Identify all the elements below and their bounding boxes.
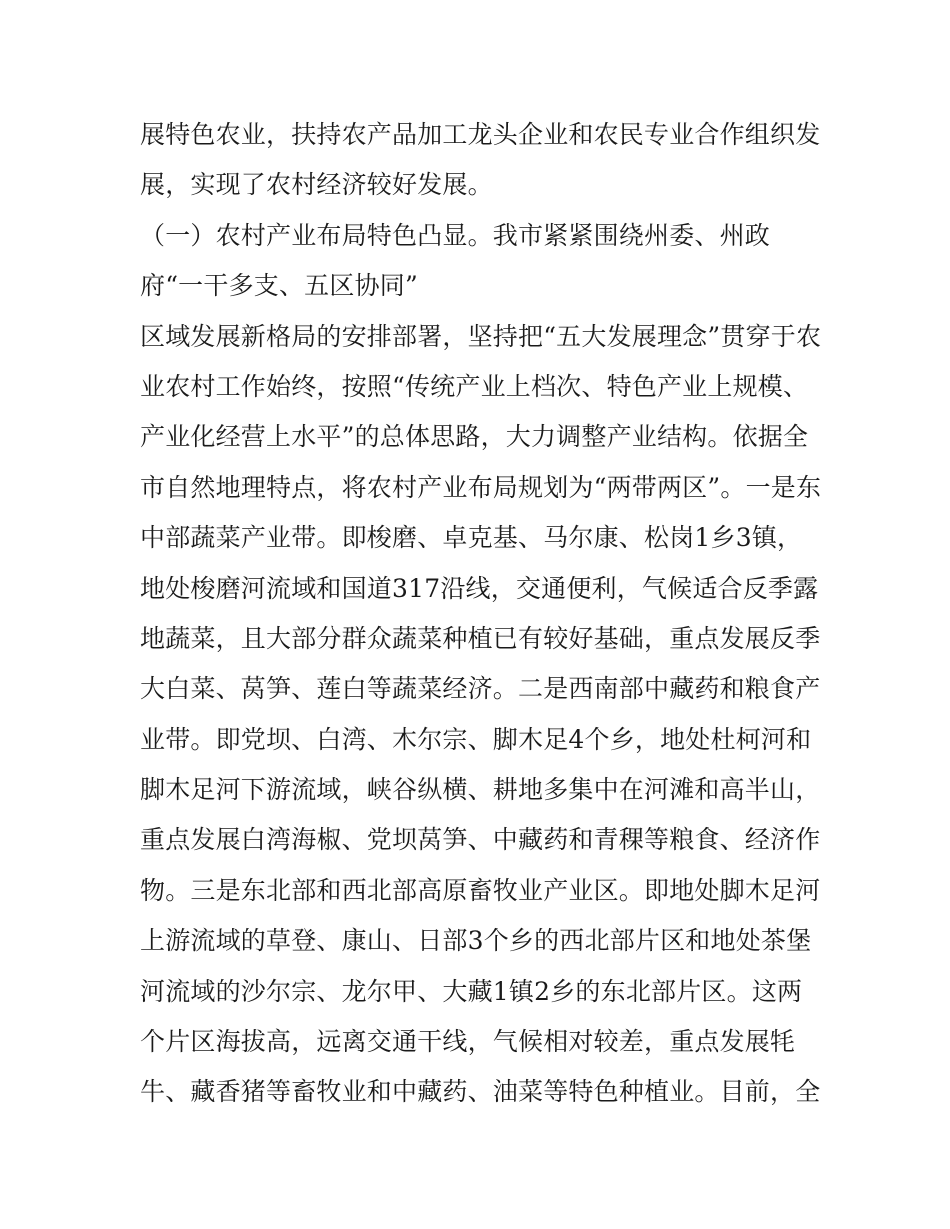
text-line: 区域发展新格局的安排部署，坚持把“五大发展理念”贯穿于农	[140, 321, 822, 351]
text-line: 脚木足河下游流域，峡谷纵横、耕地多集中在河滩和高半山，	[140, 775, 821, 805]
text-line: 河流域的沙尔宗、龙尔甲、大藏1镇2乡的东北部片区。这两	[140, 976, 803, 1006]
text-line: 中部蔬菜产业带。即梭磨、卓克基、马尔康、松岗1乡3镇，	[140, 523, 803, 553]
text-line: 业农村工作始终，按照“传统产业上档次、特色产业上规模、	[140, 371, 809, 401]
text-line: 业带。即党坝、白湾、木尔宗、脚木足4个乡，地处杜柯河和	[140, 724, 812, 754]
text-line: 市自然地理特点，将农村产业布局规划为“两带两区”。一是东	[140, 472, 822, 502]
text-line: 上游流域的草登、康山、日部3个乡的西北部片区和地处茶堡	[140, 926, 812, 956]
text-line: 展特色农业，扶持农产品加工龙头企业和农民专业合作组织发	[140, 120, 821, 149]
text-line: 地蔬菜，且大部分群众蔬菜种植已有较好基础，重点发展反季	[140, 623, 821, 653]
text-line: 展，实现了农村经济较好发展。	[140, 170, 493, 200]
text-line: 牛、藏香猪等畜牧业和中藏药、油菜等特色种植业。目前，全	[140, 1077, 821, 1107]
text-line: （一）农村产业布局特色凸显。我市紧紧围绕州委、州政	[140, 220, 771, 250]
text-line: 大白菜、莴笋、莲白等蔬菜经济。二是西南部中藏药和粮食产	[140, 674, 821, 704]
text-line: 物。三是东北部和西北部高原畜牧业产业区。即地处脚木足河	[140, 875, 821, 905]
text-line: 府“一干多支、五区协同”	[140, 271, 418, 301]
document-body	[140, 110, 830, 1118]
text-line: 个片区海拔高，远离交通干线，气候相对较差，重点发展牦	[140, 1027, 796, 1057]
text-line: 产业化经营上水平”的总体思路，大力调整产业结构。依据全	[140, 422, 809, 452]
text-line: 地处梭磨河流域和国道317沿线，交通便利，气候适合反季露	[140, 573, 819, 603]
text-line: 重点发展白湾海椒、党坝莴笋、中藏药和青稞等粮食、经济作	[140, 825, 821, 855]
